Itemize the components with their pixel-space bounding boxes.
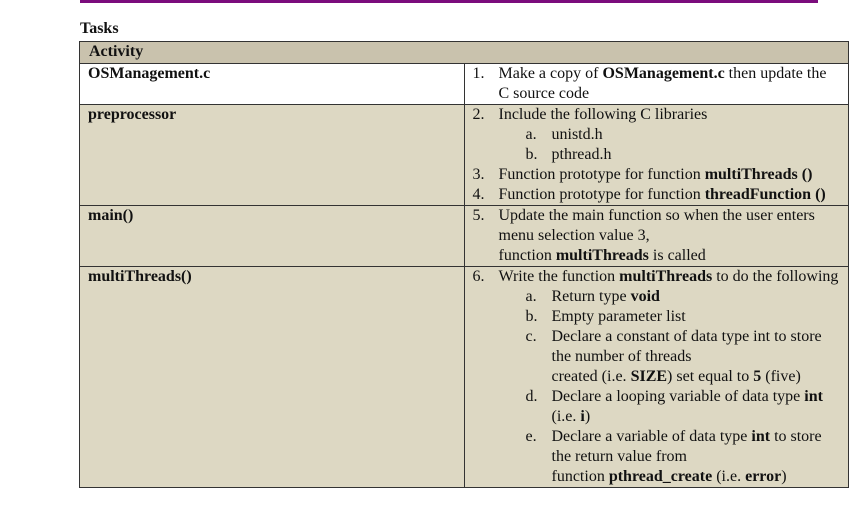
- sub-item-text: unistd.h: [551, 126, 603, 143]
- item-number: 3.: [472, 166, 485, 183]
- list-item: [473, 206, 841, 266]
- page-title: Tasks: [80, 20, 119, 37]
- item-text: Include the following C libraries: [498, 106, 708, 123]
- sub-item-letter: b.: [525, 146, 538, 163]
- item-number: 2.: [472, 106, 485, 123]
- sub-item-text: Declare a variable of data type int to store the return value from function pthread_create (i.e. error): [551, 428, 822, 485]
- header-activity: Activity: [80, 42, 849, 64]
- item-number: 5.: [472, 207, 485, 224]
- table-row: [80, 267, 849, 488]
- item-text: Function prototype for function multiThreads (): [498, 166, 813, 183]
- sub-item: [473, 125, 841, 145]
- table-header-row: [80, 42, 849, 64]
- sub-item: [473, 145, 841, 165]
- list-item: [473, 267, 841, 287]
- sub-item: [473, 287, 841, 307]
- tasks-table: [79, 41, 849, 488]
- item-text: Update the main function so when the user enters menu selection value 3, function multiThreads is called: [498, 207, 815, 264]
- table-row: [80, 206, 849, 267]
- row-label: main(): [80, 206, 465, 267]
- list-item: [473, 105, 841, 125]
- item-text: Write the function multiThreads to do the following: [498, 268, 839, 285]
- sub-item-text: Declare a constant of data type int to store the number of threads created (i.e. SIZE) set equal to 5 (five): [551, 328, 822, 385]
- row-content: [464, 267, 849, 488]
- row-content: [464, 206, 849, 267]
- sub-item-letter: d.: [525, 388, 538, 405]
- sub-item-text: pthread.h: [551, 146, 612, 163]
- item-number: 4.: [472, 186, 485, 203]
- list-item: [473, 185, 841, 205]
- sub-item: [473, 427, 841, 487]
- item-text: Function prototype for function threadFunction (): [498, 186, 826, 203]
- top-rule: [80, 0, 818, 3]
- sub-item-text: Empty parameter list: [551, 308, 686, 325]
- row-label: preprocessor: [80, 105, 465, 206]
- sub-item: [473, 387, 841, 427]
- list-item: [473, 165, 841, 185]
- sub-item-letter: a.: [525, 126, 537, 143]
- list-item: [473, 64, 841, 104]
- row-label: multiThreads(): [80, 267, 465, 488]
- sub-item-text: Declare a looping variable of data type int (i.e. i): [551, 388, 823, 425]
- sub-item: [473, 327, 841, 387]
- sub-item-letter: e.: [525, 428, 537, 445]
- table-row: [80, 64, 849, 105]
- sub-item-letter: a.: [525, 288, 537, 305]
- sub-item-letter: b.: [525, 308, 538, 325]
- sub-item-letter: c.: [525, 328, 537, 345]
- sub-item: [473, 307, 841, 327]
- row-label: OSManagement.c: [80, 64, 465, 105]
- sub-item-text: Return type void: [551, 288, 660, 305]
- item-number: 1.: [472, 65, 485, 82]
- row-content: [464, 64, 849, 105]
- row-content: [464, 105, 849, 206]
- item-text: Make a copy of OSManagement.c then update the C source code: [498, 65, 827, 102]
- item-number: 6.: [472, 268, 485, 285]
- table-row: [80, 105, 849, 206]
